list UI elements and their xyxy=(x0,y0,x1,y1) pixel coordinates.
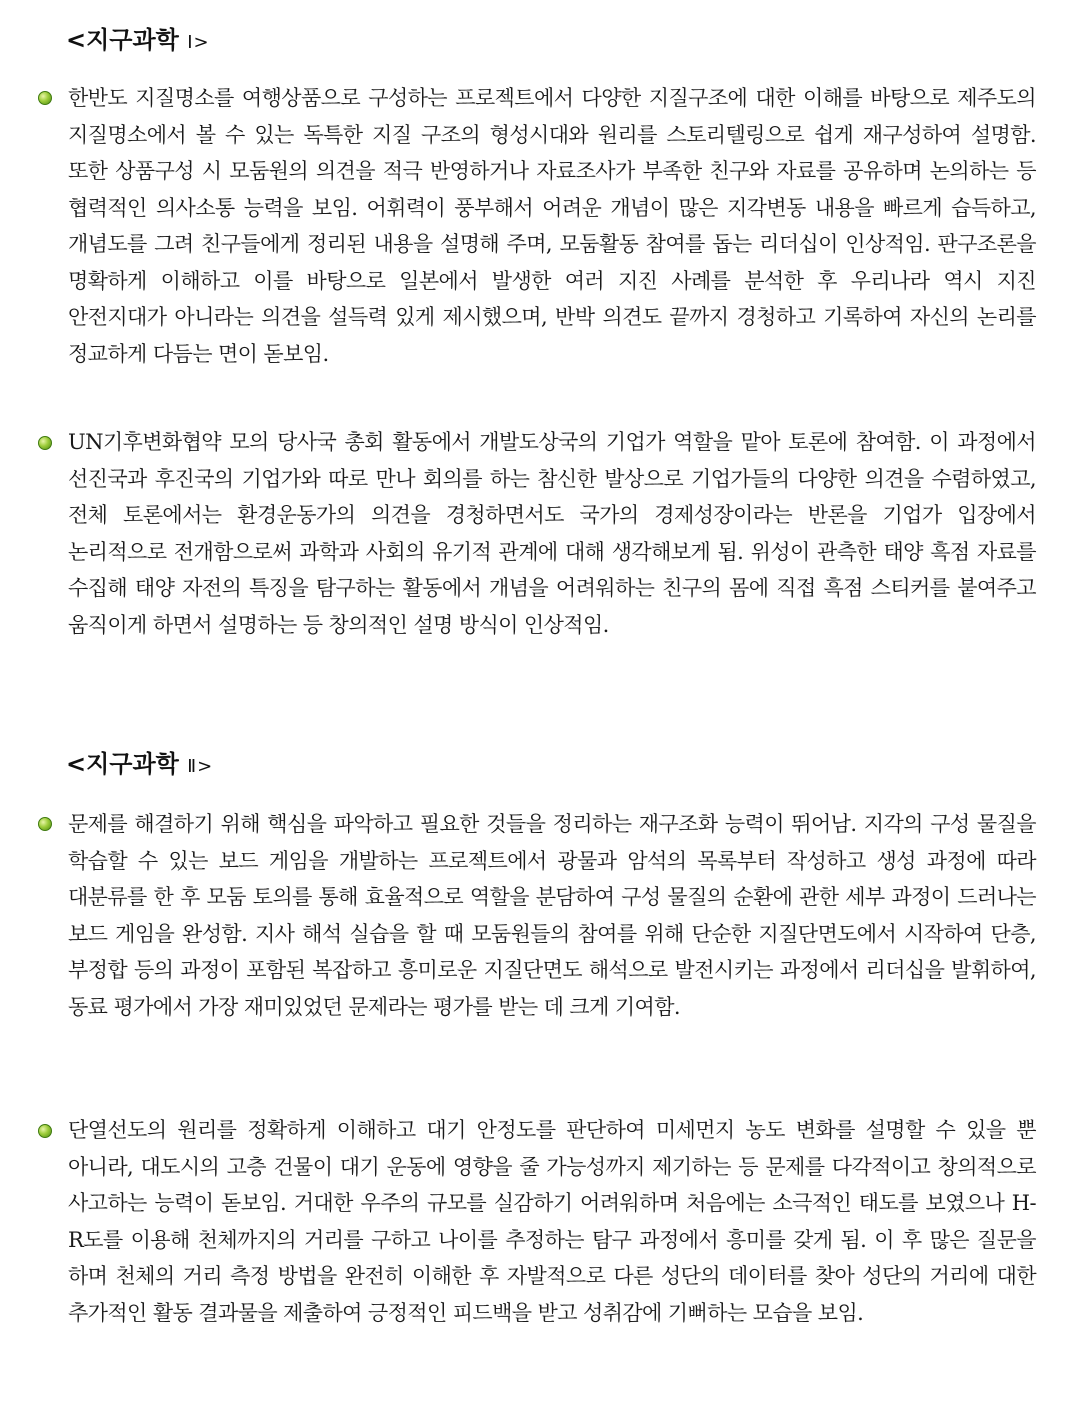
section-heading-earth-science-2 xyxy=(66,750,213,781)
bullet-icon xyxy=(38,436,52,450)
record-paragraph: 한반도 지질명소를 여행상품으로 구성하는 프로젝트에서 다양한 지질구조에 대한 이해를 바탕으로 제주도의 지질명소에서 볼 수 있는 독특한 지질 구조의 형성시대와 원리를 스토리텔링으로 쉽게 재구성하여 설명함. 또한 상품구성 시 모둠원의 의견을 적극 반영하거나 자료조사가 부족한 친구와 자료를 공유하며 논의하는 등 협력적인 의사소통 능력을 보임. 어휘력이 풍부해서 어려운 개념이 많은 지각변동 내용을 빠르게 습득하고, 개념도를 그려 친구들에게 정리된 내용을 설명해 주며, 모둠활동 참여를 돕는 리더십이 인상적임. 판구조론을 명확하게 이해하고 이를 바탕으로 일본에서 발생한 여러 지진 사례를 분석한 후 우리나라 역시 지진 안전지대가 아니라는 의견을 설득력 있게 제시했으며, 반박 의견도 끝까지 경청하고 기록하여 자신의 논리를 정교하게 다듬는 면이 돋보임. xyxy=(68,86,1036,366)
bullet-icon xyxy=(38,91,52,105)
section-heading-earth-science-1 xyxy=(66,26,210,57)
section-heading-roman: Ⅱ> xyxy=(187,756,214,777)
record-paragraph: 문제를 해결하기 위해 핵심을 파악하고 필요한 것들을 정리하는 재구조화 능력이 뛰어남. 지각의 구성 물질을 학습할 수 있는 보드 게임을 개발하는 프로젝트에서 광물과 암석의 목록부터 작성하고 생성 과정에 따라 대분류를 한 후 모둠 토의를 통해 효율적으로 역할을 분담하여 구성 물질의 순환에 관한 세부 과정이 드러나는 보드 게임을 완성함. 지사 해석 실습을 할 때 모둠원들의 참여를 위해 단순한 지질단면도에서 시작하여 단층, 부정합 등의 과정이 포함된 복잡하고 흥미로운 지질단면도 해석으로 발전시키는 과정에서 리더십을 발휘하여, 동료 평가에서 가장 재미있었던 문제라는 평가를 받는 데 크게 기여함. xyxy=(68,812,1036,1019)
record-paragraph: 단열선도의 원리를 정확하게 이해하고 대기 안정도를 판단하여 미세먼지 농도 변화를 설명할 수 있을 뿐 아니라, 대도시의 고층 건물이 대기 운동에 영향을 줄 가능성까지 제기하는 등 문제를 다각적이고 창의적으로 사고하는 능력이 돋보임. 거대한 우주의 규모를 실감하기 어려워하며 처음에는 소극적인 태도를 보였으나 H-R도를 이용해 천체까지의 거리를 구하고 나이를 추정하는 탐구 과정에서 흥미를 갖게 됨. 이 후 많은 질문을 하며 천체의 거리 측정 방법을 완전히 이해한 후 자발적으로 다른 성단의 데이터를 찾아 성단의 거리에 대한 추가적인 활동 결과물을 제출하여 긍정적인 피드백을 받고 성취감에 기뻐하는 모습을 보임. xyxy=(68,1118,1036,1325)
section-heading-roman: Ⅰ> xyxy=(187,32,210,53)
bullet-icon xyxy=(38,1124,52,1138)
section-heading-text: <지구과학 xyxy=(66,750,179,778)
record-paragraph: UN기후변화협약 모의 당사국 총회 활동에서 개발도상국의 기업가 역할을 맡아 토론에 참여함. 이 과정에서 선진국과 후진국의 기업가와 따로 만나 회의를 하는 참신한 발상으로 기업가들의 다양한 의견을 수렴하였고, 전체 토론에서는 환경운동가의 의견을 경청하면서도 국가의 경제성장이라는 반론을 기업가 입장에서 논리적으로 전개함으로써 과학과 사회의 유기적 관계에 대해 생각해보게 됨. 위성이 관측한 태양 흑점 자료를 수집해 태양 자전의 특징을 탐구하는 활동에서 개념을 어려워하는 친구의 몸에 직접 흑점 스티커를 붙여주고 움직이게 하면서 설명하는 등 창의적인 설명 방식이 인상적임. xyxy=(68,430,1036,637)
section-heading-text: <지구과학 xyxy=(66,26,179,54)
bullet-icon xyxy=(38,817,52,831)
